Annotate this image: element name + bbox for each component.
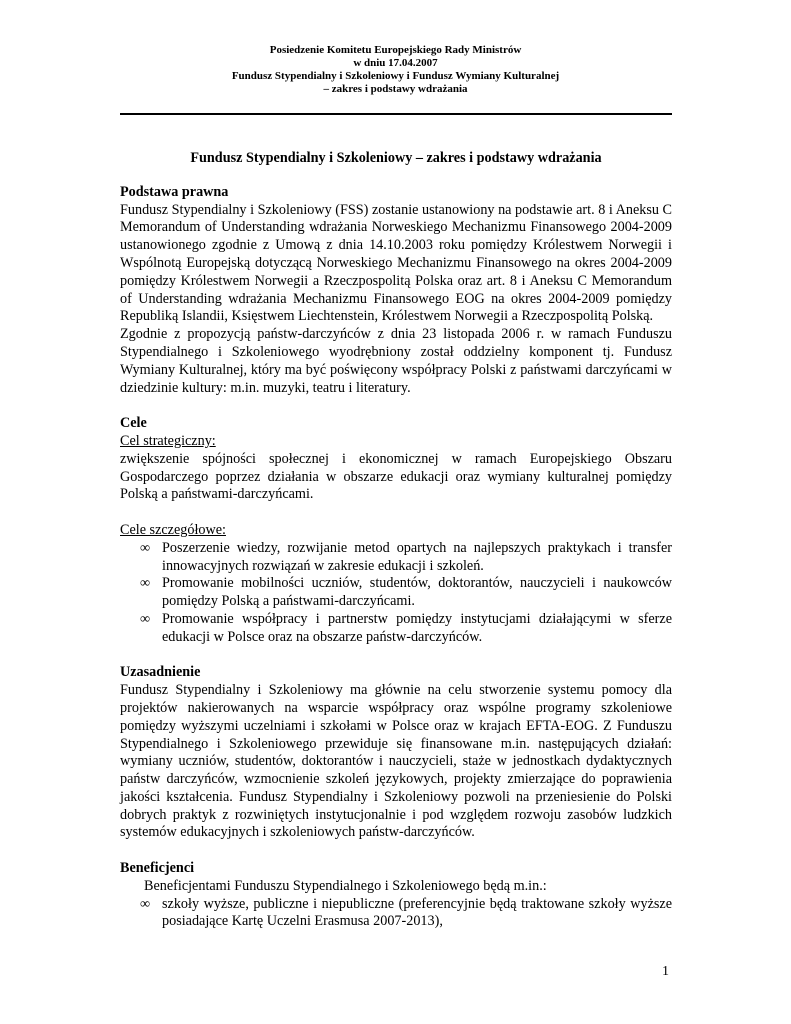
document-title: Fundusz Stypendialny i Szkoleniowy – zakres i podstawy wdrażania (190, 150, 602, 166)
list-item: ∞ szkoły wyższe, publiczne i niepubliczne (preferencyjnie będą traktowane szkoły wyższe posiadające Kartę Uczelni Erasmusa 2007-2013), (140, 895, 672, 930)
justification-heading: Uzasadnienie (120, 664, 201, 681)
infinity-bullet-icon: ∞ (140, 575, 151, 592)
section-legal-basis (120, 184, 672, 398)
specific-goals-label: Cele szczegółowe: (120, 521, 226, 538)
section-goals (120, 415, 672, 646)
page-number: 1 (662, 964, 669, 979)
document-header (120, 44, 671, 96)
list-item: ∞ Poszerzenie wiedzy, rozwijanie metod opartych na najlepszych praktykach i transfer innowacyjnych rozwiązań w zakresie edukacji i szkoleń. (140, 539, 672, 574)
header-line-funds: Fundusz Stypendialny i Szkoleniowy i Fundusz Wymiany Kulturalnej (231, 70, 560, 82)
infinity-bullet-icon: ∞ (140, 610, 151, 627)
specific-goals-list (120, 540, 672, 647)
header-line-scope: – zakres i podstawy wdrażania (323, 83, 468, 95)
section-justification (120, 664, 672, 842)
legal-basis-paragraph-1: Fundusz Stypendialny i Szkoleniowy (FSS) zostanie ustanowiony na podstawie art. 8 i Aneksu C Memorandum of Understanding wdrażania Norweskiego Mechanizmu Finansowego 2004-2009 ustanowionego zgodnie z Umową z dnia 14.10.2003 roku pomiędzy Królestwem Norwegii i Wspólnotą Europejską dotyczącą Norweskiego Mechanizmu Finansowego na okres 2004-2009 pomiędzy Królestwem Norwegii a Rzeczpospolitą Polska oraz art. 8 i Aneksu C Memorandum of Understanding wdrażania Mechanizmu Finansowego EOG na okres 2004-2009 pomiędzy Republiką Islandii, Księstwem Liechtenstein, Królestwem Norwegii a Rzeczpospolitą Polską. (120, 201, 672, 325)
section-beneficiaries (120, 860, 672, 931)
infinity-bullet-icon: ∞ (140, 539, 151, 556)
list-item: ∞ Promowanie mobilności uczniów, studentów, doktorantów, nauczycieli i naukowców pomiędzy Polską a państwami-darczyńcami. (140, 575, 672, 610)
header-line-meeting: Posiedzenie Komitetu Europejskiego Rady Ministrów (269, 44, 522, 56)
legal-basis-paragraph-2: Zgodnie z propozycją państw-darczyńców z dnia 23 listopada 2006 r. w ramach Funduszu Stypendialnego i Szkoleniowego wyodrębniony został oddzielny komponent tj. Fundusz Wymiany Kulturalnej, który ma być poświęcony współpracy Polski z państwami darczyńcami w dziedzinie kultury: m.in. muzyki, teatru i literatury. (120, 326, 672, 396)
list-item: ∞ Promowanie współpracy i partnerstw pomiędzy instytucjami działającymi w sferze edukacji w Polsce oraz na obszarze państw-darczyńców. (140, 610, 672, 645)
strategic-goal-label: Cel strategiczny: (120, 432, 216, 449)
header-line-date: w dniu 17.04.2007 (353, 57, 438, 69)
beneficiaries-heading: Beneficjenci (120, 860, 195, 877)
document-body (120, 150, 672, 931)
legal-basis-heading: Podstawa prawna (120, 183, 229, 200)
strategic-goal-text: zwiększenie spójności społecznej i ekonomicznej w ramach Europejskiego Obszaru Gospodarczego poprzez działania w obszarze edukacji oraz wymiany kulturalnej pomiędzy Polską a państwami-darczyńcami. (120, 450, 672, 503)
infinity-bullet-icon: ∞ (140, 895, 151, 912)
beneficiaries-intro: Beneficjentami Funduszu Stypendialnego i Szkoleniowego będą m.in.: (144, 877, 547, 894)
goals-heading: Cele (120, 415, 147, 432)
header-divider (120, 113, 672, 115)
beneficiaries-list (120, 896, 672, 932)
justification-text: Fundusz Stypendialny i Szkoleniowy ma głównie na celu stworzenie systemu pomocy dla projektów nakierowanych na wsparcie współpracy oraz wspólne programy szkoleniowe pomiędzy wyższymi uczelniami i szkołami w Polsce oraz w krajach EFTA-EOG. Z Funduszu Stypendialnego i Szkoleniowego przewiduje się finansowane m.in. następujących działań: wymiany uczniów, studentów, doktorantów i nauczycieli, staże w jednostkach dydaktycznych państw darczyńców, wzmocnienie szkoleń językowych, projekty zmierzające do poprawienia jakości kształcenia. Fundusz Stypendialny i Szkoleniowy pozwoli na przeniesienie do Polski dobrych praktyk z rozwiniętych instytucjonalnie i pod względem rozwoju zasobów ludzkich systemów edukacyjnych i szkoleniowych państw-darczyńców. (120, 682, 672, 841)
